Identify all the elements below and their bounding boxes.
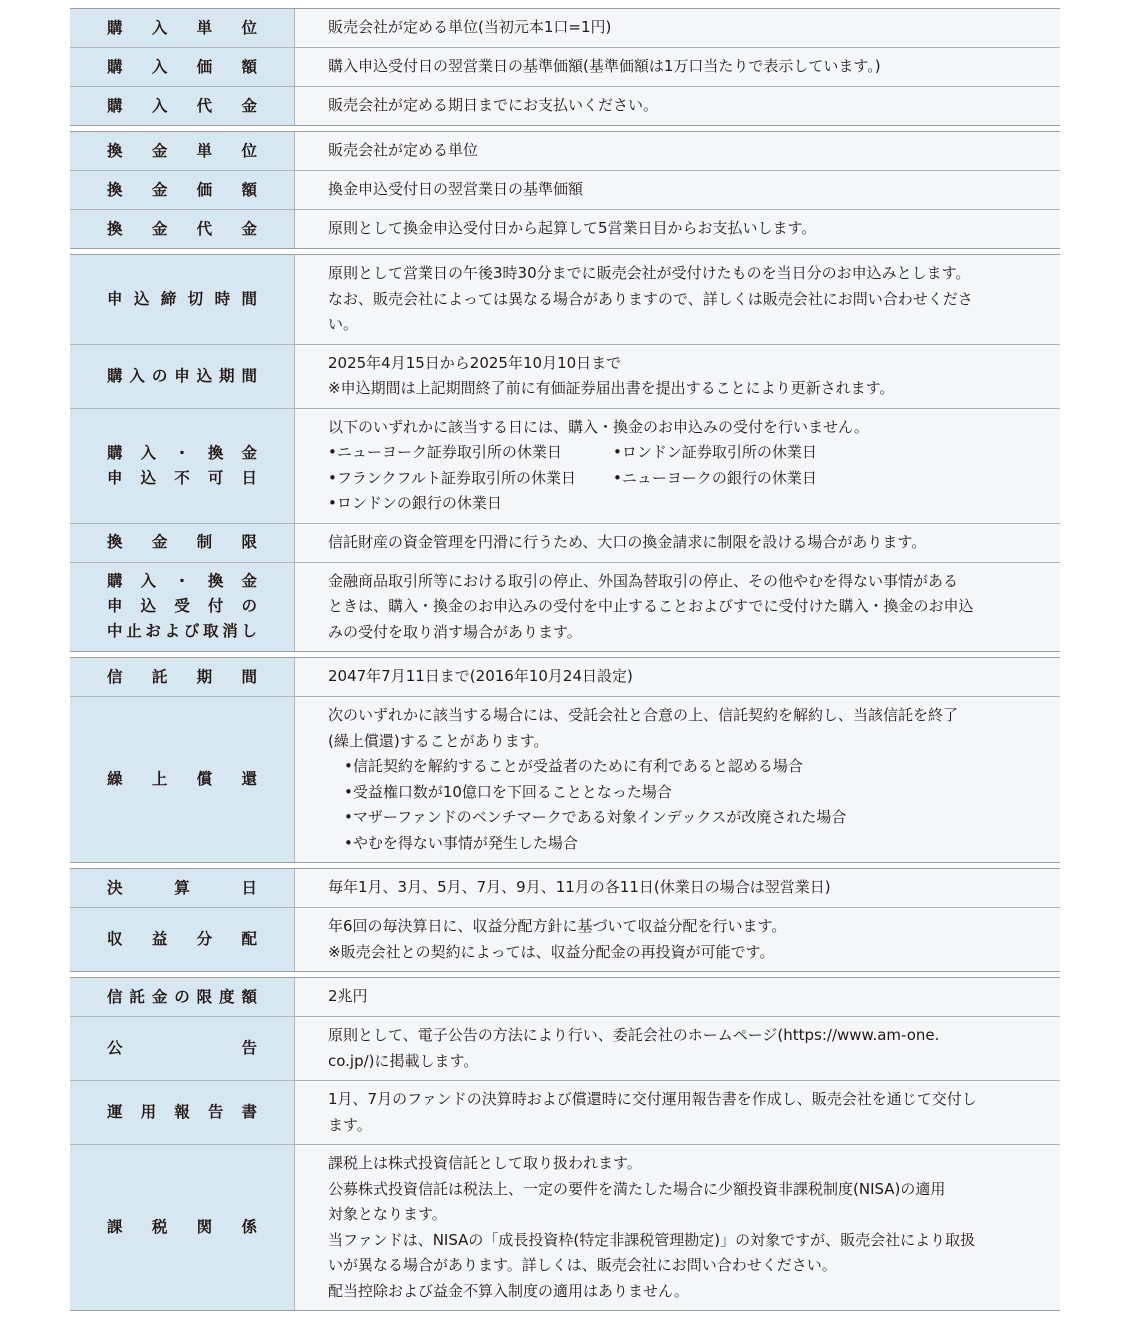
bullet-item: •ニューヨークの銀行の休業日 — [613, 468, 817, 487]
row-label — [70, 1017, 295, 1080]
row-label-line: 中 止 お よ び 取 消 し — [107, 622, 257, 641]
fund-terms-table — [70, 8, 1060, 1316]
table-row — [70, 658, 1060, 696]
bullet-line — [328, 440, 1032, 466]
row-label — [70, 48, 295, 86]
value-line: みの受付を取り消す場合があります。 — [328, 622, 582, 641]
bullet-item: •ロンドンの銀行の休業日 — [328, 494, 502, 512]
row-value — [295, 345, 1060, 408]
table-row — [70, 523, 1060, 562]
row-label-line: 課 税 関 係 — [107, 1218, 257, 1236]
row-value — [295, 48, 1060, 86]
row-label-line: 換 金 価 額 — [107, 180, 257, 199]
table-row — [70, 255, 1060, 344]
table-group — [70, 254, 1060, 652]
table-group — [70, 131, 1060, 249]
value-line: ときは、購入・換金のお申込みの受付を中止することおよびすでに受付けた購入・換金のお申込 — [328, 597, 974, 615]
table-group — [70, 868, 1060, 972]
row-label-line: 換 金 代 金 — [107, 219, 257, 238]
value-line: 販売会社が定める期日までにお支払いください。 — [328, 96, 659, 114]
table-row — [70, 1144, 1060, 1310]
row-label-line: 換 金 単 位 — [107, 141, 257, 160]
row-label — [70, 210, 295, 248]
value-line: ます。 — [328, 1115, 372, 1134]
value-line: 毎年1月、3月、5月、7月、9月、11月の各11日(休業日の場合は翌営業日) — [328, 878, 831, 896]
row-value — [295, 1017, 1060, 1080]
row-value — [295, 658, 1060, 696]
value-line: 信託財産の資金管理を円滑に行うため、大口の換金請求に制限を設ける場合があります。 — [328, 532, 927, 551]
table-row — [70, 978, 1060, 1016]
row-label — [70, 255, 295, 344]
table-group — [70, 977, 1060, 1311]
row-label-line: 繰 上 償 還 — [107, 770, 257, 788]
row-label-line: 収 益 分 配 — [107, 930, 257, 948]
value-line: (繰上償還)することがあります。 — [328, 731, 549, 750]
value-line: 課税上は株式投資信託として取り扱われます。 — [328, 1154, 642, 1172]
row-label-line: 公 告 — [107, 1039, 257, 1057]
row-label-line: 決 算 日 — [107, 878, 257, 897]
value-line: いが異なる場合があります。詳しくは、販売会社にお問い合わせください。 — [328, 1256, 837, 1274]
row-label — [70, 1081, 295, 1144]
value-line: 原則として換金申込受付日から起算して5営業日目からお支払いします。 — [328, 219, 817, 237]
table-row — [70, 1016, 1060, 1080]
table-row — [70, 562, 1060, 652]
row-label-line: 購 入 代 金 — [107, 96, 257, 115]
indented-bullet: •受益権口数が10億口を下回ることとなった場合 — [344, 782, 672, 801]
row-label-line: 換 金 制 限 — [107, 533, 257, 551]
row-value — [295, 697, 1060, 862]
row-label — [70, 132, 295, 170]
row-value — [295, 132, 1060, 170]
value-line: ※申込期間は上記期間終了前に有価証券届出書を提出することにより更新されます。 — [328, 379, 895, 397]
table-row — [70, 47, 1060, 86]
row-value — [295, 908, 1060, 971]
value-line: 配当控除および益金不算入制度の適用はありません。 — [328, 1281, 689, 1300]
value-line: 2兆円 — [328, 987, 368, 1005]
bullet-item: •ロンドン証券取引所の休業日 — [613, 443, 817, 461]
row-label — [70, 978, 295, 1016]
indented-bullet: •やむを得ない事情が発生した場合 — [344, 833, 578, 852]
value-line: 1月、7月のファンドの決算時および償還時に交付運用報告書を作成し、販売会社を通じて交付し — [328, 1090, 977, 1108]
row-value — [295, 978, 1060, 1016]
row-label-line: 購 入 単 位 — [107, 18, 257, 37]
row-value — [295, 9, 1060, 47]
bullet-line — [328, 491, 1032, 517]
value-line: 以下のいずれかに該当する日には、購入・換金のお申込みの受付を行いません。 — [328, 417, 869, 436]
table-row — [70, 869, 1060, 907]
table-group — [70, 657, 1060, 863]
row-label — [70, 171, 295, 209]
value-line: い。 — [328, 315, 359, 333]
row-label — [70, 345, 295, 408]
row-label-line: 信 託 期 間 — [107, 667, 257, 686]
row-label — [70, 87, 295, 125]
row-value — [295, 171, 1060, 209]
row-label-line: 購 入 ・ 換 金 — [107, 572, 257, 591]
table-row — [70, 408, 1060, 523]
table-row — [70, 209, 1060, 248]
value-line: 販売会社が定める単位 — [328, 141, 479, 159]
row-value — [295, 524, 1060, 562]
row-value — [295, 1081, 1060, 1144]
value-line: 販売会社が定める単位(当初元本1口=1円) — [328, 18, 612, 36]
value-line: 公募株式投資信託は税法上、一定の要件を満たした場合に少額投資非課税制度(NISA)の適用 — [328, 1179, 946, 1198]
value-line: なお、販売会社によっては異なる場合がありますので、詳しくは販売会社にお問い合わせくださ — [328, 289, 973, 308]
row-label — [70, 9, 295, 47]
row-label — [70, 869, 295, 907]
row-value — [295, 563, 1060, 652]
row-value — [295, 409, 1060, 523]
value-line: 2047年7月11日まで(2016年10月24日設定) — [328, 667, 633, 685]
table-row — [70, 907, 1060, 971]
value-line: 対象となります。 — [328, 1205, 447, 1223]
bullet-item: •ニューヨーク証券取引所の休業日 — [328, 443, 562, 461]
value-line: 年6回の毎決算日に、収益分配方針に基づいて収益分配を行います。 — [328, 917, 787, 935]
value-line: 原則として営業日の午後3時30分までに販売会社が受付けたものを当日分のお申込みとします。 — [328, 264, 971, 282]
row-label-line: 信 託 金 の 限 度 額 — [107, 987, 257, 1006]
table-row — [70, 132, 1060, 170]
row-value — [295, 1145, 1060, 1310]
value-line: 購入申込受付日の翌営業日の基準価額(基準価額は1万口当たりで表示しています。) — [328, 57, 881, 75]
indented-bullet: •信託契約を解約することが受益者のために有利であると認める場合 — [344, 757, 803, 775]
bullet-line — [328, 466, 1032, 492]
row-label-line: 申 込 受 付 の — [107, 597, 257, 616]
table-row — [70, 1080, 1060, 1144]
indented-bullet: •マザーファンドのベンチマークである対象インデックスが改廃された場合 — [344, 808, 847, 826]
row-label — [70, 409, 295, 523]
value-line: 2025年4月15日から2025年10月10日まで — [328, 353, 622, 372]
row-label — [70, 524, 295, 562]
table-group — [70, 8, 1060, 126]
row-label — [70, 563, 295, 652]
row-value — [295, 255, 1060, 344]
value-line: 次のいずれかに該当する場合には、受託会社と合意の上、信託契約を解約し、当該信託を終了 — [328, 706, 959, 724]
value-line: 換金申込受付日の翌営業日の基準価額 — [328, 180, 584, 198]
row-value — [295, 210, 1060, 248]
bullet-item: •フランクフルト証券取引所の休業日 — [328, 468, 576, 487]
value-line: 当ファンドは、NISAの「成長投資枠(特定非課税管理勘定)」の対象ですが、販売会社により取扱 — [328, 1230, 976, 1249]
row-value — [295, 87, 1060, 125]
row-label — [70, 658, 295, 696]
table-row — [70, 344, 1060, 408]
value-line: 金融商品取引所等における取引の停止、外国為替取引の停止、その他やむを得ない事情がある — [328, 571, 959, 590]
row-label — [70, 1145, 295, 1310]
row-label-line: 申 込 不 可 日 — [107, 468, 257, 487]
row-label-line: 購 入 ・ 換 金 — [107, 443, 257, 462]
table-row — [70, 696, 1060, 862]
table-row — [70, 86, 1060, 125]
row-label-line: 購 入 の 申 込 期 間 — [107, 366, 257, 385]
row-label — [70, 697, 295, 862]
table-row — [70, 9, 1060, 47]
row-label-line: 申 込 締 切 時 間 — [107, 289, 257, 308]
row-label-line: 運 用 報 告 書 — [107, 1103, 257, 1121]
value-line: ※販売会社との契約によっては、収益分配金の再投資が可能です。 — [328, 942, 775, 961]
table-row — [70, 170, 1060, 209]
row-label — [70, 908, 295, 971]
value-line: 原則として、電子公告の方法により行い、委託会社のホームページ(https://www.am-one. — [328, 1026, 940, 1044]
value-line: co.jp/)に掲載します。 — [328, 1051, 479, 1070]
row-value — [295, 869, 1060, 907]
row-label-line: 購 入 価 額 — [107, 57, 257, 76]
